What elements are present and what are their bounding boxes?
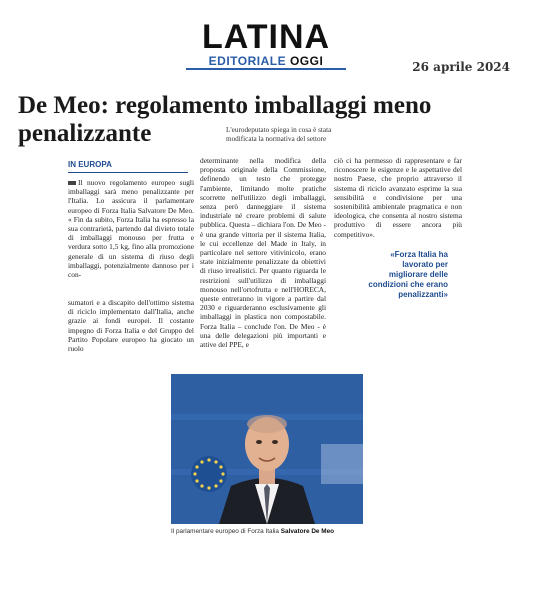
masthead-subtitle — [186, 54, 346, 68]
masthead-subtitle-b: OGGI — [289, 54, 324, 68]
headline: De Meo: regolamento imballaggi meno penalizzante — [18, 92, 432, 147]
masthead-title: LATINA — [201, 18, 331, 56]
masthead-subtitle-a: EDITORIALE — [208, 54, 287, 68]
lead-marker — [68, 181, 76, 185]
subhead: L'eurodeputato spiega in cosa è stata modificata la normativa del settore — [226, 126, 332, 143]
caption-name: Salvatore De Meo — [280, 528, 335, 535]
article-column-3: ciò ci ha permesso di rappresentare e far riconoscere le esigenze e le aspettative del nostro Paese, che proprio attraverso il sistema di riciclo avanzato esprime la sua sensibilità e condivisione per una sostenibilità ambientale pragmatica e non ideologica, che consenta al nostro sistema produttivo di essere ancora più competitivo». — [334, 156, 462, 239]
photo-caption — [171, 528, 371, 535]
portrait-photo — [171, 374, 363, 524]
article-column-1b: sumatori e a discapito dell'ottimo sistema di riciclo implementato dall'Italia, anche grazie ai fondi europei. Il costante impegno di Forza Italia e del Gruppo del Partito Popolare europeo ha giocato un ruolo — [68, 298, 194, 354]
portrait-illustration — [171, 374, 363, 524]
pull-quote: «Forza Italia ha lavorato per migliorare delle condizioni che erano penalizzanti» — [368, 250, 448, 299]
caption-prefix: Il parlamentare europeo di Forza Italia — [171, 528, 281, 535]
article-column-2: determinante nella modifica della proposta originale della Commissione, definendo un testo che protegge l'ambiente, limitando molte pratiche scorrette nell'utilizzo degli imballaggi, senza però danneggiare il sistema industriale né creare problemi di salute pubblica. Questa – dichiara l'on. De Meo - è una grande vittoria per il sistema Italia, le cui eccellenze del Made in Italy, in particolare nel settore vitivinicolo, erano state inizialmente penalizzate da obiettivi di riuso irrealistici. Per quanto riguarda le restrizioni sull'utilizzo di imballaggi monouso nell'ortofrutta e nell'HORECA, queste entreranno in vigore a partire dal 2030 e riguarderanno esclusivamente gli imballaggi in plastica non compostabile. Forza Italia – conclude l'on. De Meo - è una delle delegazioni più importanti e attive del PPE, e — [200, 156, 326, 350]
masthead-rule — [186, 68, 346, 70]
publication-date: 26 aprile 2024 — [412, 60, 510, 74]
article-column-1-text: Il nuovo regolamento europeo sugli imballaggi sarà meno penalizzante per l'Italia. Lo assicura il parlamentare europeo di Forza Italia Salvatore De Meo. « Fin da subito, Forza Italia ha espresso la sua contrarietà, partendo dal divieto totale di imballaggi monouso per frutta e verdura sotto 1,5 kg, fino alla promozione generale di un sistema di riuso degli imballaggi, potenzialmente dannoso per i con- — [68, 178, 194, 280]
article-column-1 — [68, 178, 194, 279]
section-rubric: IN EUROPA — [68, 160, 188, 173]
